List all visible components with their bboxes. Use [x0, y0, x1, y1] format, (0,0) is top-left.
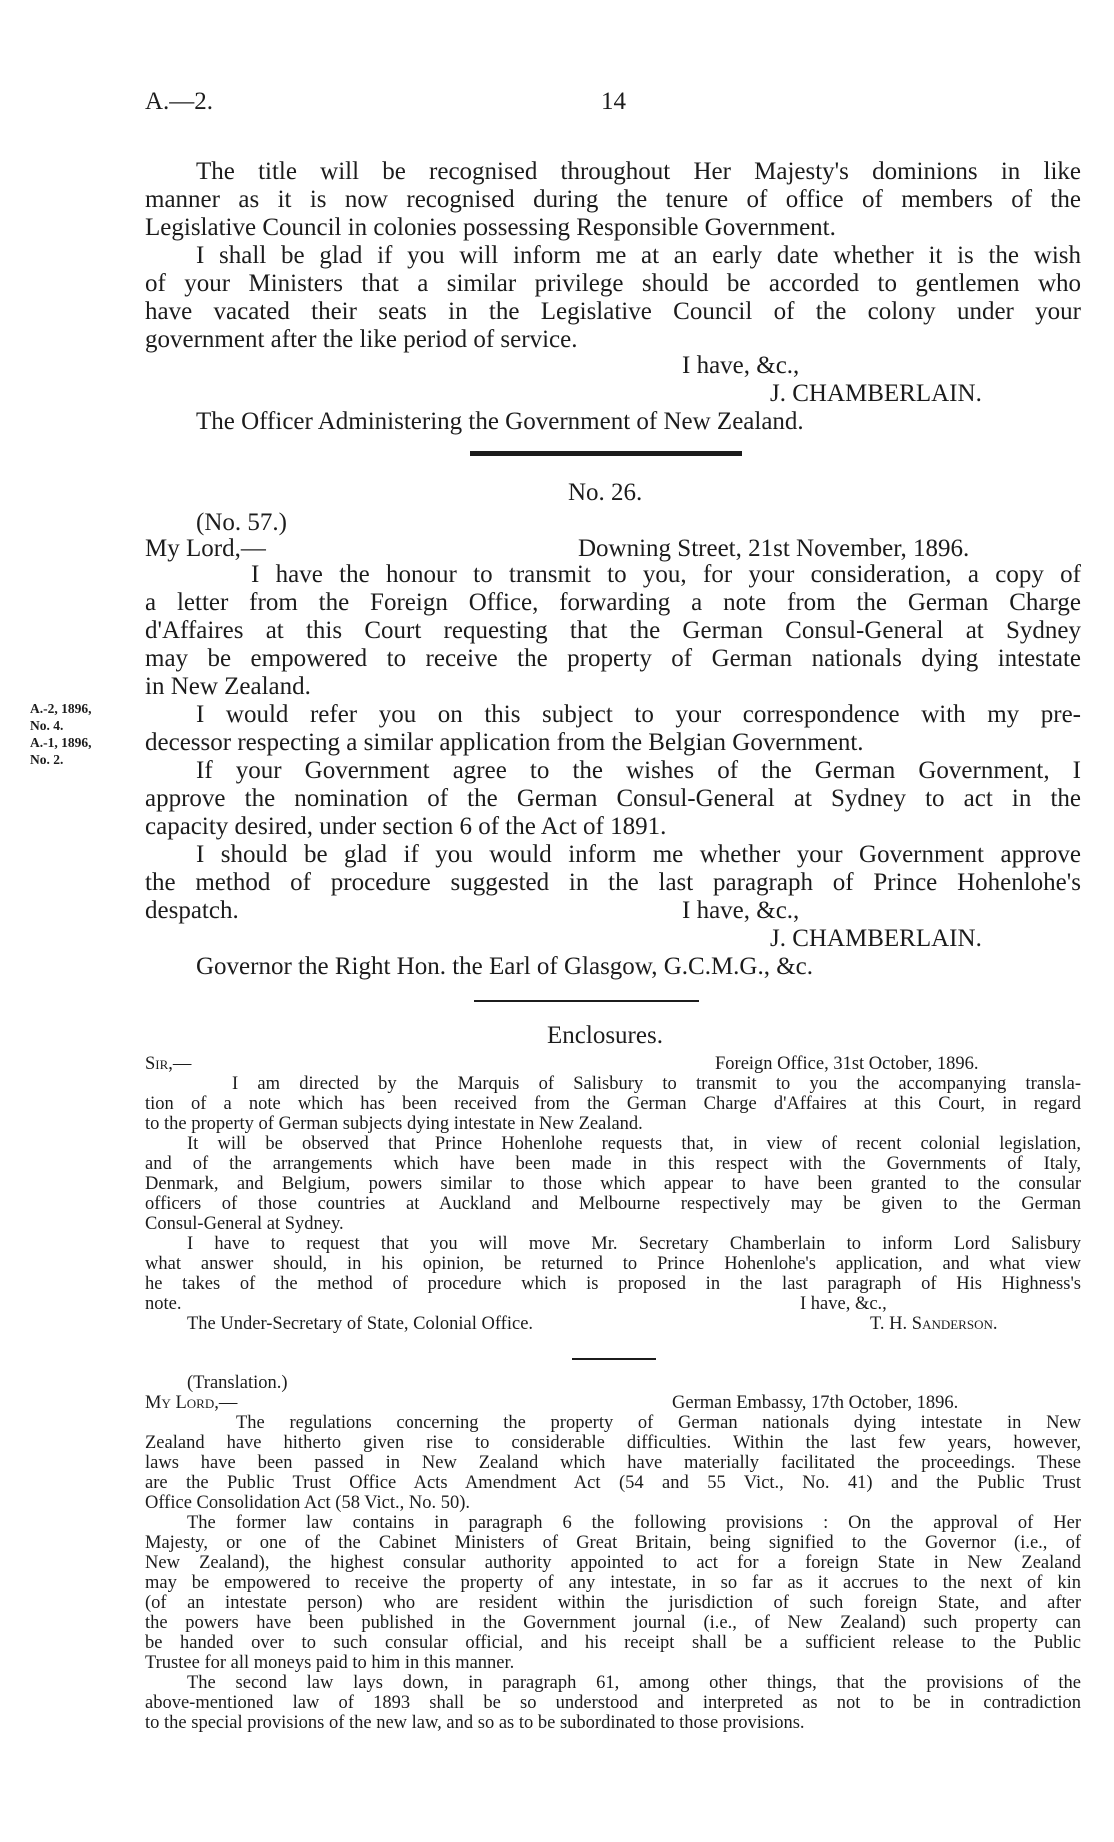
dateline: Foreign Office, 31st October, 1896.	[715, 1054, 979, 1074]
text-line: New Zealand), the highest consular authority appointed to act for a foreign State in New Zealand	[145, 1553, 1081, 1573]
document-reference: A.—2.	[145, 88, 214, 115]
salutation: My Lord,—	[145, 1393, 238, 1413]
margin-note: No. 2.	[30, 752, 64, 767]
text-line: tion of a note which has been received from the German Charge d'Affaires at this Court, in regard	[145, 1094, 1081, 1114]
text-line: If your Government agree to the wishes of the German Government, I	[196, 757, 1081, 784]
text-line: I am directed by the Marquis of Salisbury to transmit to you the accompanying transla-	[232, 1074, 1081, 1094]
closing: I have, &c.,	[800, 1294, 887, 1314]
text-line: d'Affaires at this Court requesting that the German Consul-General at Sydney	[145, 617, 1081, 644]
letter-reference: (No. 57.)	[196, 509, 287, 536]
text-line: I have to request that you will move Mr. Secretary Chamberlain to inform Lord Salisbury	[187, 1234, 1081, 1254]
text-line: the powers have been published in the Government journal (i.e., of New Zealand) such property can	[145, 1613, 1081, 1633]
text-line: be handed over to such consular official, and his receipt shall be a sufficient release to the Public	[145, 1633, 1081, 1653]
text-line: It will be observed that Prince Hohenlohe requests that, in view of recent colonial legislation,	[187, 1134, 1081, 1154]
text-line: and of the arrangements which have been made in this respect with the Governments of Italy,	[145, 1154, 1081, 1174]
closing: I have, &c.,	[682, 352, 800, 379]
text-line: despatch.	[145, 897, 239, 924]
addressee: Governor the Right Hon. the Earl of Glasgow, G.C.M.G., &c.	[196, 953, 814, 980]
text-line: The former law contains in paragraph 6 the following provisions : On the approval of Her	[187, 1513, 1081, 1533]
text-line: I should be glad if you would inform me whether your Government approve	[196, 841, 1081, 868]
signature: J. CHAMBERLAIN.	[770, 925, 982, 952]
translation-label: (Translation.)	[187, 1373, 288, 1393]
text-line: Consul-General at Sydney.	[145, 1214, 344, 1234]
text-line: he takes of the method of procedure which is proposed in the last paragraph of His Highness's	[145, 1274, 1081, 1294]
text-line: government after the like period of service.	[145, 326, 578, 353]
salutation: My Lord,—	[145, 535, 266, 562]
text-line: may be empowered to receive the property of German nationals dying intestate	[145, 645, 1081, 672]
text-line: in New Zealand.	[145, 673, 311, 700]
text-line: the method of procedure suggested in the last paragraph of Prince Hohenlohe's	[145, 869, 1081, 896]
section-heading: No. 26.	[568, 479, 643, 506]
text-line: may be empowered to receive the property of any intestate, in so far as it accrues to the next of kin	[145, 1573, 1081, 1593]
margin-note: No. 4.	[30, 718, 64, 733]
text-line: Office Consolidation Act (58 Vict., No. 50).	[145, 1493, 470, 1513]
text-line: The title will be recognised throughout Her Majesty's dominions in like	[196, 158, 1081, 185]
margin-note: A.-2, 1896,	[30, 701, 92, 716]
salutation: Sir,—	[145, 1054, 192, 1074]
text-line: Majesty, or one of the Cabinet Ministers of Great Britain, being signified to the Governor (i.e., of	[145, 1533, 1081, 1553]
text-line: laws have been passed in New Zealand which have materially facilitated the proceedings. These	[145, 1453, 1081, 1473]
closing: I have, &c.,	[682, 897, 800, 924]
text-line: have vacated their seats in the Legislative Council of the colony under your	[145, 298, 1081, 325]
text-line: Legislative Council in colonies possessing Responsible Government.	[145, 214, 836, 241]
text-line: to the special provisions of the new law, and so as to be subordinated to those provisions.	[145, 1713, 805, 1733]
page-number: 14	[601, 88, 626, 115]
text-line: note.	[145, 1294, 182, 1314]
text-line: The regulations concerning the property of German nationals dying intestate in New	[236, 1413, 1081, 1433]
text-line: (of an intestate person) who are resident within the jurisdiction of such foreign State, and after	[145, 1593, 1081, 1613]
signature: T. H. Sanderson.	[870, 1314, 998, 1334]
text-line: approve the nomination of the German Consul-General at Sydney to act in the	[145, 785, 1081, 812]
text-line: above-mentioned law of 1893 shall be so understood and interpreted as not to be in contradiction	[145, 1693, 1081, 1713]
text-line: I shall be glad if you will inform me at an early date whether it is the wish	[196, 242, 1081, 269]
signature: J. CHAMBERLAIN.	[770, 380, 982, 407]
dateline: Downing Street, 21st November, 1896.	[578, 535, 970, 562]
text-line: Zealand have hitherto given rise to considerable difficulties. Within the last few years, however,	[145, 1433, 1081, 1453]
text-line: what answer should, in his opinion, be returned to Prince Hohenlohe's application, and what view	[145, 1254, 1081, 1274]
section-heading: Enclosures.	[547, 1022, 663, 1049]
dateline: German Embassy, 17th October, 1896.	[672, 1393, 959, 1413]
text-line: I have the honour to transmit to you, for your consideration, a copy of	[251, 561, 1081, 588]
text-line: of your Ministers that a similar privilege should be accorded to gentlemen who	[145, 270, 1081, 297]
text-line: capacity desired, under section 6 of the Act of 1891.	[145, 813, 667, 840]
section-divider	[572, 1358, 656, 1360]
text-line: are the Public Trust Office Acts Amendment Act (54 and 55 Vict., No. 41) and the Public Trust	[145, 1473, 1081, 1493]
text-line: Trustee for all moneys paid to him in this manner.	[145, 1653, 515, 1673]
text-line: decessor respecting a similar application from the Belgian Government.	[145, 729, 864, 756]
text-line: Denmark, and Belgium, powers similar to those which appear to have been granted to the consular	[145, 1174, 1081, 1194]
text-line: The second law lays down, in paragraph 61, among other things, that the provisions of the	[187, 1673, 1081, 1693]
text-line: I would refer you on this subject to your correspondence with my pre-	[196, 701, 1081, 728]
addressee: The Officer Administering the Government of New Zealand.	[196, 408, 804, 435]
text-line: to the property of German subjects dying intestate in New Zealand.	[145, 1114, 643, 1134]
text-line: manner as it is now recognised during the tenure of office of members of the	[145, 186, 1081, 213]
text-line: officers of those countries at Auckland and Melbourne respectively may be given to the German	[145, 1194, 1081, 1214]
text-line: a letter from the Foreign Office, forwarding a note from the German Charge	[145, 589, 1081, 616]
section-divider	[470, 451, 742, 456]
section-divider	[474, 1000, 699, 1002]
margin-note: A.-1, 1896,	[30, 735, 92, 750]
addressee: The Under-Secretary of State, Colonial Office.	[187, 1314, 534, 1334]
